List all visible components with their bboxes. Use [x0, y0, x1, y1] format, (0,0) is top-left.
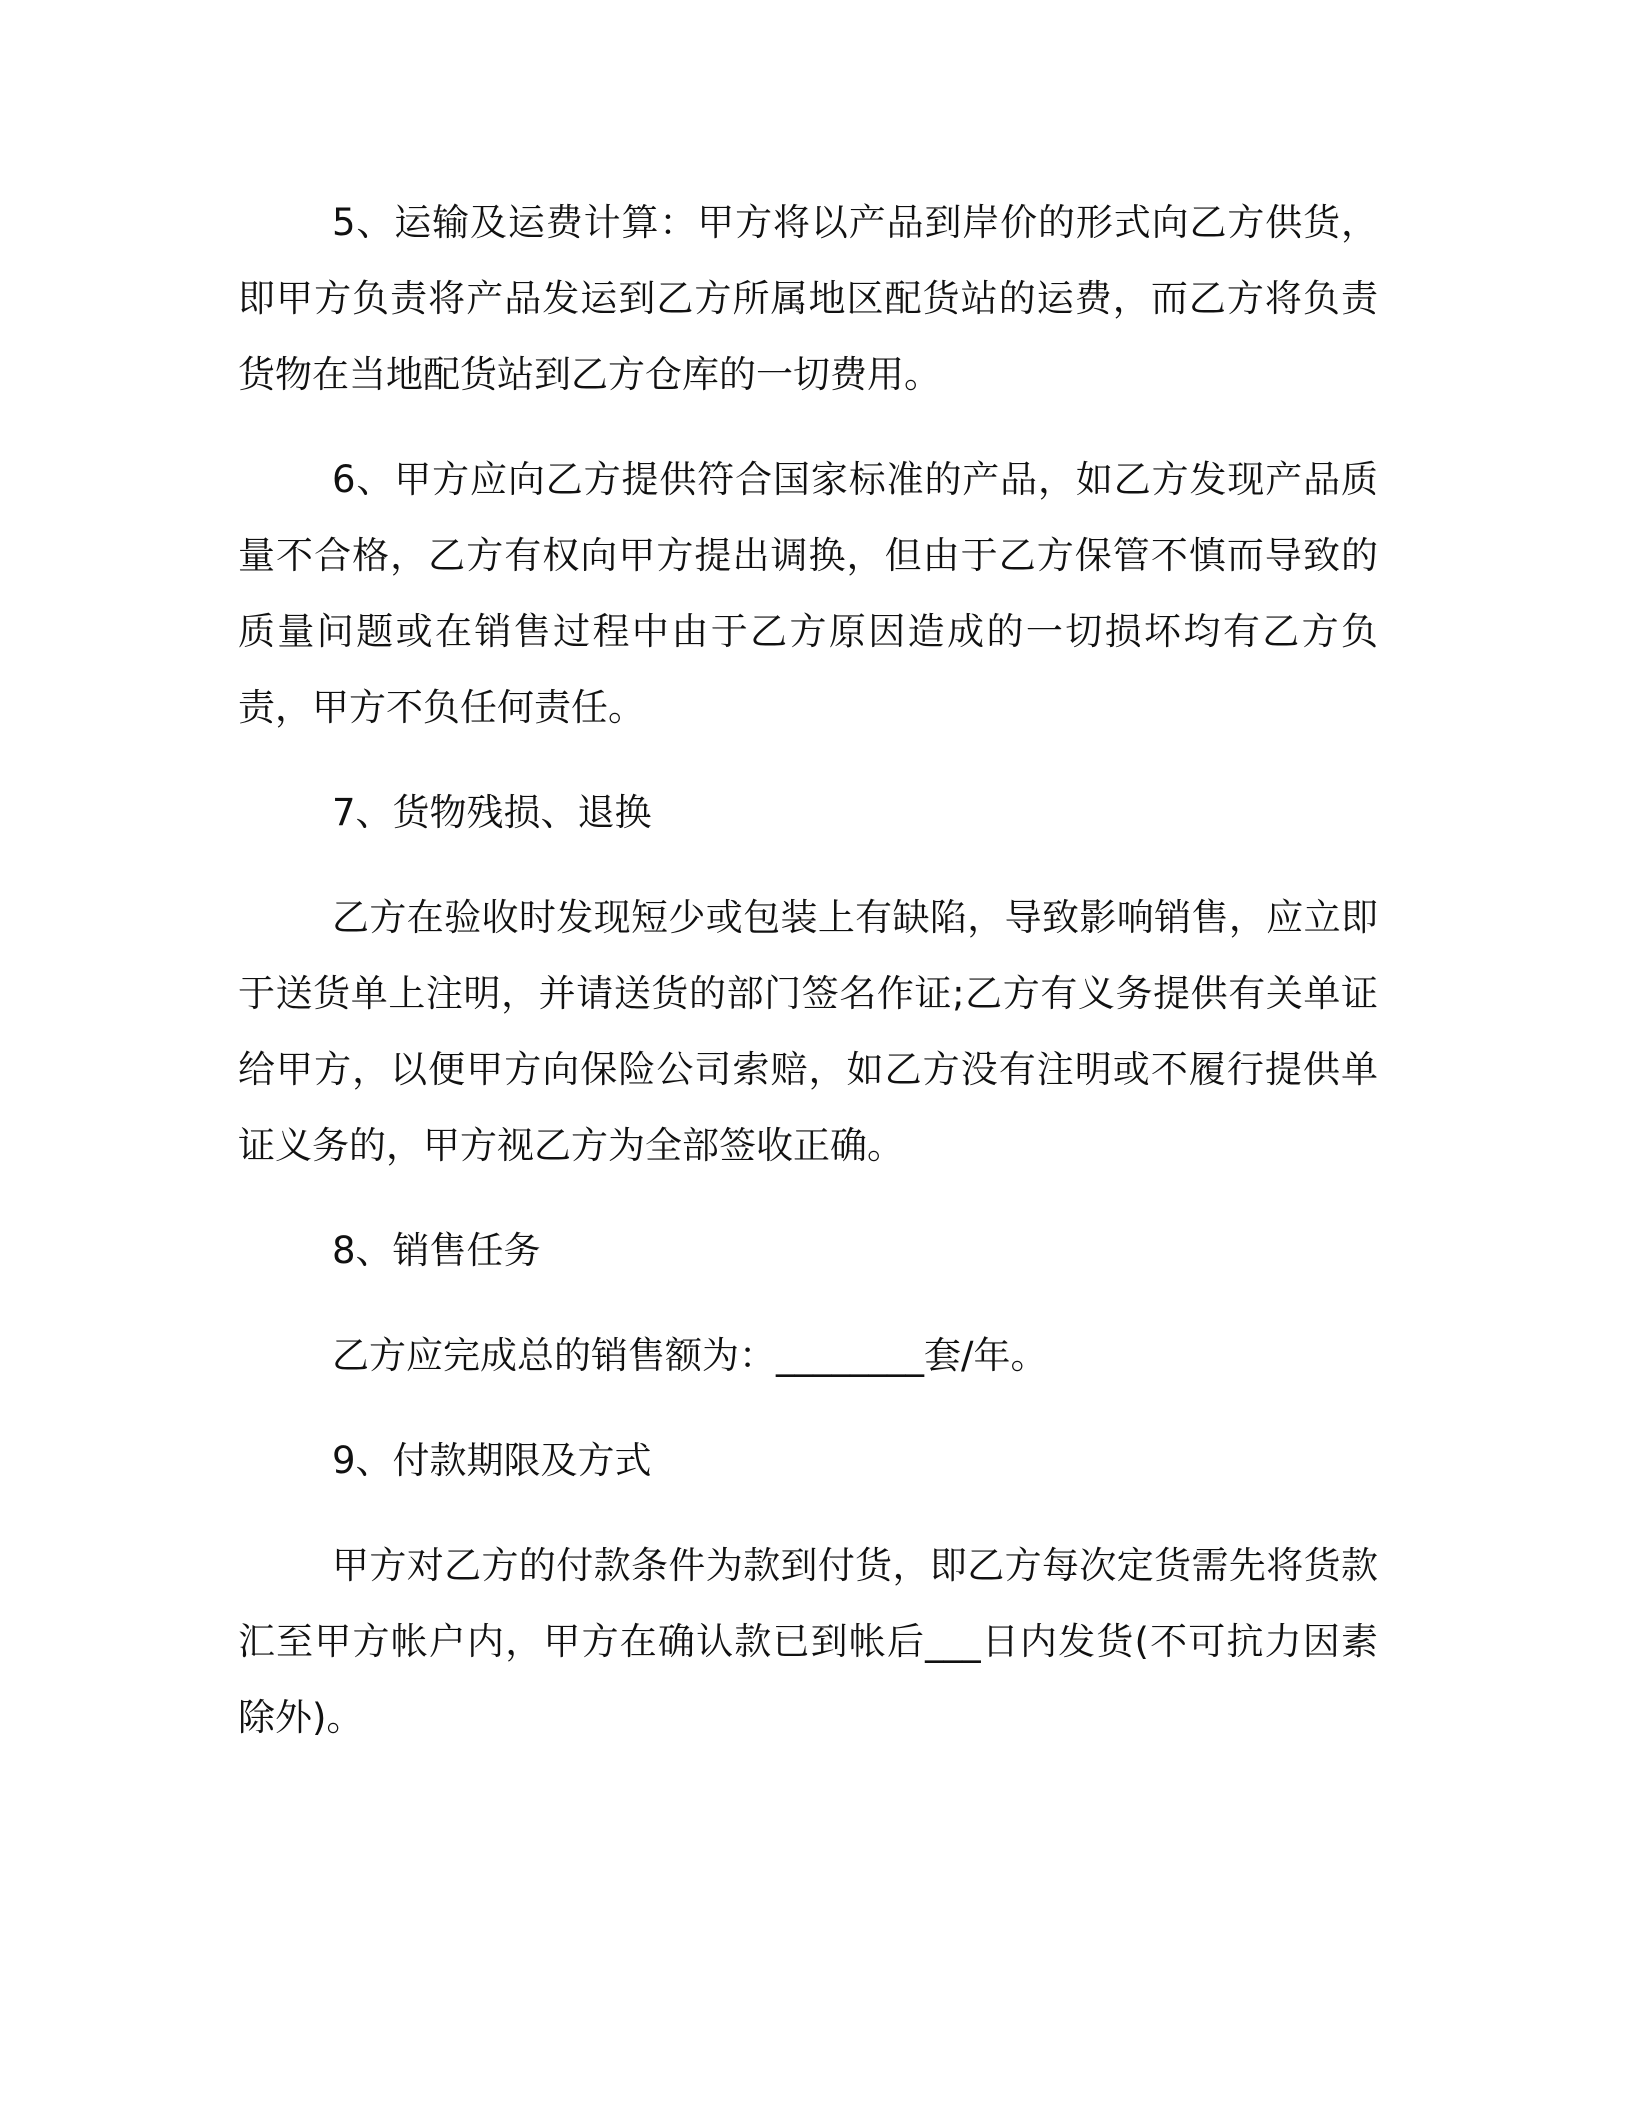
- clause-7-body: 乙方在验收时发现短少或包装上有缺陷，导致影响销售，应立即于送货单上注明，并请送货的部门签名作证;乙方有义务提供有关单证给甲方，以便甲方向保险公司索赔，如乙方没有注明或不履行提供单证义务的，甲方视乙方为全部签收正确。: [238, 896, 1378, 1167]
- clause-9-heading: 9、付款期限及方式: [332, 1439, 652, 1482]
- clause-8-body: 乙方应完成总的销售额为：________套/年。: [332, 1334, 1048, 1377]
- clause-7-heading: 7、货物残损、退换: [332, 791, 652, 834]
- clause-9-body: 甲方对乙方的付款条件为款到付货，即乙方每次定货需先将货款汇至甲方帐户内，甲方在确认款已到帐后___日内发货(不可抗力因素除外)。: [238, 1544, 1378, 1739]
- clause-8-heading: 8、销售任务: [332, 1229, 541, 1272]
- clause-5-transport-fees: 5、运输及运费计算：甲方将以产品到岸价的形式向乙方供货，即甲方负责将产品发运到乙方所属地区配货站的运费，而乙方将负责货物在当地配货站到乙方仓库的一切费用。: [238, 201, 1378, 396]
- document-body: [238, 185, 1378, 1785]
- clause-6-product-quality: 6、甲方应向乙方提供符合国家标准的产品，如乙方发现产品质量不合格，乙方有权向甲方提出调换，但由于乙方保管不慎而导致的质量问题或在销售过程中由于乙方原因造成的一切损坏均有乙方负责，甲方不负任何责任。: [238, 458, 1378, 729]
